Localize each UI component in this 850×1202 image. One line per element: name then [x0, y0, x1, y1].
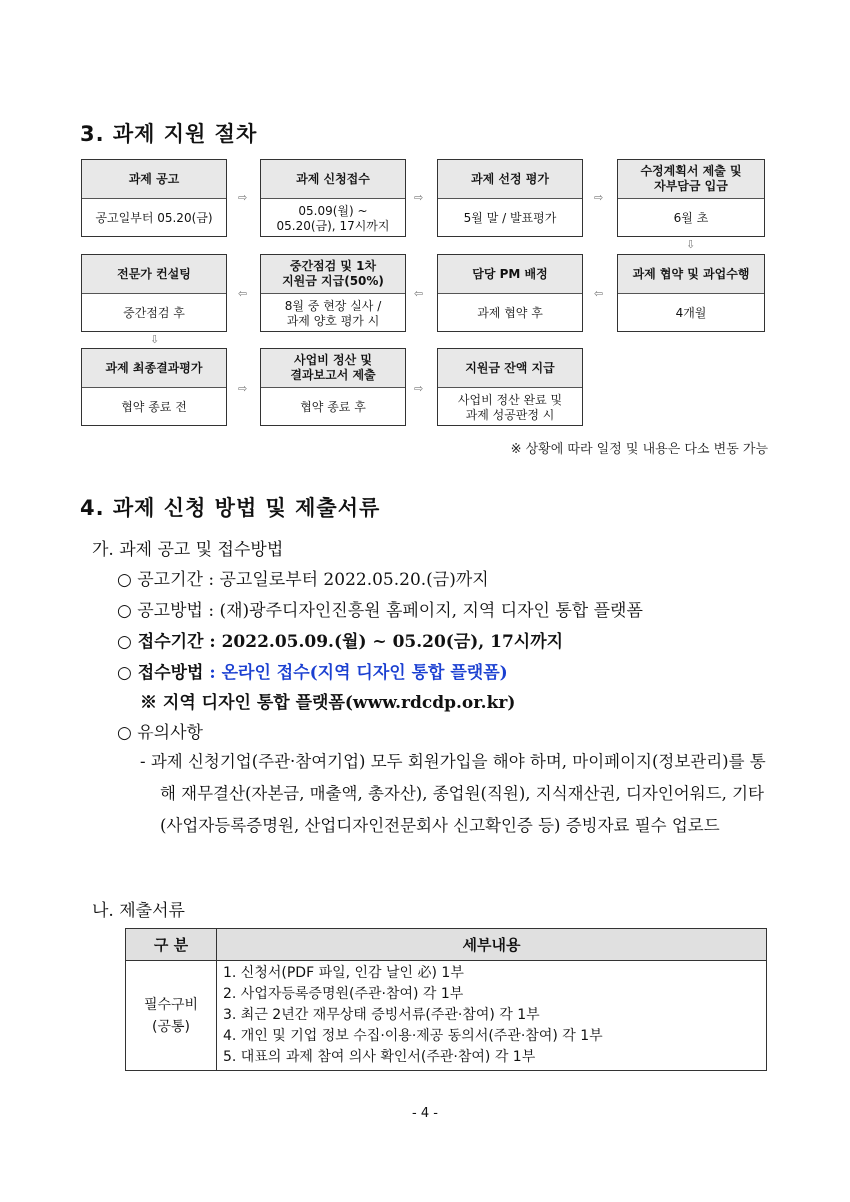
flow-step-body: 협약 종료 전 [121, 400, 187, 414]
flow-step-head: 과제 공고 [82, 160, 226, 199]
flow-step-body: 사업비 정산 완료 및 과제 성공판정 시 [457, 392, 563, 422]
column-header-category: 구 분 [126, 929, 217, 961]
flow-step-body: 과제 협약 후 [477, 306, 543, 320]
item-value: (재)광주디자인진흥원 홈페이지, 지역 디자인 통합 플랫폼 [219, 601, 643, 621]
platform-note: ※ 지역 디자인 통합 플랫폼(www.rdcdp.or.kr) [140, 693, 516, 713]
flow-step-body: 05.09(월) ~ 05.20(금), 17시까지 [276, 203, 390, 233]
document-item: 3. 최근 2년간 재무상태 증빙서류(주관·참여) 각 1부 [223, 1007, 540, 1023]
flow-step-7 [260, 254, 406, 332]
flow-step-2 [260, 159, 406, 237]
list-item-receipt-period [117, 627, 563, 652]
arrow-down-icon: ⇩ [150, 333, 160, 346]
item-colon: : [208, 570, 215, 590]
list-item-receipt-method [117, 658, 508, 683]
flow-step-head: 중간점검 및 1차 지원금 지급(50%) [261, 255, 405, 294]
flow-step-body: 4개월 [675, 306, 707, 320]
flow-step-head: 수정계획서 제출 및 자부담금 입금 [618, 160, 764, 199]
flow-step-body: 중간점검 후 [123, 306, 185, 320]
flow-step-body: 공고일부터 05.20(금) [95, 211, 213, 225]
bullet-icon: ○ [117, 632, 132, 652]
flow-step-head: 과제 협약 및 과업수행 [618, 255, 764, 294]
flow-step-head: 과제 최종결과평가 [82, 349, 226, 388]
table-row [126, 961, 767, 1071]
flow-step-head: 담당 PM 배정 [438, 255, 582, 294]
bullet-icon: ○ [117, 723, 132, 743]
flow-step-body: 협약 종료 후 [300, 400, 366, 414]
document-item: 4. 개인 및 기업 정보 수집·이용·제공 동의서(주관·참여) 각 1부 [223, 1028, 603, 1044]
item-colon: : [209, 663, 216, 683]
flow-step-head: 과제 신청접수 [261, 160, 405, 199]
arrow-right-icon: ⇨ [238, 191, 248, 204]
item-colon: : [208, 601, 215, 621]
section-4-title: 4. 과제 신청 방법 및 제출서류 [80, 496, 381, 520]
flow-step-10 [260, 348, 406, 426]
caution-paragraph [140, 746, 772, 842]
flow-step-6 [437, 254, 583, 332]
flow-step-body: 6월 초 [673, 211, 709, 225]
flow-step-4 [617, 159, 765, 237]
bullet-icon: ○ [117, 663, 132, 683]
caution-text: - 과제 신청기업(주관·참여기업) 모두 회원가입을 해야 하며, 마이페이지(정보관리)를 통해 재무결산(자본금, 매출액, 총자산), 종업원(직원), 지식재산권, 디자인어워드, 기타(사업자등록증명원, 산업디자인전문회사 신고확인증 등) 증빙자료 필수 업로드 [140, 752, 766, 835]
flow-step-head: 지원금 잔액 지급 [438, 349, 582, 388]
flow-step-5 [617, 254, 765, 332]
flow-step-body: 8월 중 현장 실사 / 과제 양호 평가 시 [284, 298, 382, 328]
item-value: 2022.05.09.(월) ~ 05.20(금), 17시까지 [221, 632, 564, 652]
category-cell: 필수구비 (공통) [126, 961, 217, 1071]
item-label: 접수방법 [137, 663, 204, 683]
flow-step-1 [81, 159, 227, 237]
item-colon: : [209, 632, 216, 652]
document-item: 5. 대표의 과제 참여 의사 확인서(주관·참여) 각 1부 [223, 1049, 536, 1065]
flow-step-11 [437, 348, 583, 426]
table-header-row [126, 929, 767, 961]
arrow-right-icon: ⇨ [414, 382, 424, 395]
column-header-details: 세부내용 [217, 929, 767, 961]
details-cell [217, 961, 767, 1071]
item-label: 접수기간 [137, 632, 204, 652]
document-item: 2. 사업자등록증명원(주관·참여) 각 1부 [223, 986, 464, 1002]
bullet-icon: ○ [117, 601, 132, 621]
section-3-title: 3. 과제 지원 절차 [80, 122, 258, 146]
flow-step-head: 과제 선정 평가 [438, 160, 582, 199]
bullet-icon: ○ [117, 570, 132, 590]
flow-step-8 [81, 254, 227, 332]
arrow-left-icon: ⇦ [594, 287, 604, 300]
list-item-announce-method [117, 596, 643, 621]
arrow-right-icon: ⇨ [414, 191, 424, 204]
document-item: 1. 신청서(PDF 파일, 인감 날인 必) 1부 [223, 965, 464, 981]
flow-step-body: 5월 말 / 발표평가 [463, 211, 557, 225]
item-label: 공고방법 [137, 601, 203, 621]
page-number: - 4 - [412, 1106, 438, 1121]
list-item-announce-period [117, 565, 489, 590]
item-value: 온라인 접수(지역 디자인 통합 플랫폼) [221, 663, 508, 683]
flow-step-head: 전문가 컨설팅 [82, 255, 226, 294]
arrow-left-icon: ⇦ [414, 287, 424, 300]
schedule-note: ※ 상황에 따라 일정 및 내용은 다소 변동 가능 [510, 442, 768, 457]
item-label: 유의사항 [137, 723, 203, 743]
documents-table [125, 928, 767, 1071]
subsection-b-title: 나. 제출서류 [92, 901, 185, 921]
list-item-caution [117, 718, 203, 743]
arrow-right-icon: ⇨ [238, 382, 248, 395]
arrow-right-icon: ⇨ [594, 191, 604, 204]
subsection-a-title: 가. 과제 공고 및 접수방법 [92, 540, 284, 560]
flow-step-9 [81, 348, 227, 426]
flow-step-3 [437, 159, 583, 237]
item-value: 공고일로부터 2022.05.20.(금)까지 [219, 570, 489, 590]
flow-step-head: 사업비 정산 및 결과보고서 제출 [261, 349, 405, 388]
item-label: 공고기간 [137, 570, 203, 590]
arrow-down-icon: ⇩ [686, 238, 696, 251]
arrow-left-icon: ⇦ [238, 287, 248, 300]
